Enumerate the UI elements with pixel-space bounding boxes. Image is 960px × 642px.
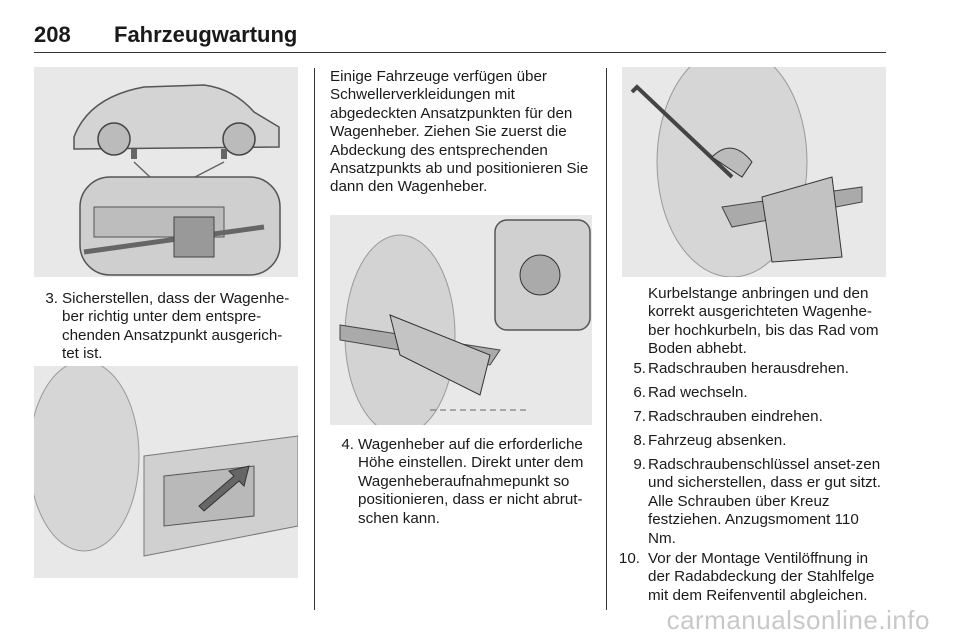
step-number: 9. — [633, 456, 646, 473]
intro-text: Einige Fahrzeuge verfügen über Schwellerverkleidungen mit abgedeckten Ansatzpunkten für den Wagenheber. Ziehen Sie zuerst die Abdeckung des entsprechenden Ansatzpunkts ab und positionieren Sie dann den Wagenheber. — [330, 68, 589, 196]
step-text: Wagenheber auf die erforderliche Höhe einstellen. Direkt unter dem Wagenheberaufnahmepunkt so positionieren, dass er nicht abrut-schen kann. — [358, 436, 584, 527]
list-item — [622, 360, 886, 380]
page-title: Fahrzeugwartung — [114, 22, 298, 47]
column-divider — [606, 68, 607, 610]
step-text: Fahrzeug absenken. — [648, 432, 787, 449]
step-text: Radschraubenschlüssel anset-zen und sicherstellen, dass er gut sitzt. Alle Schrauben über Kreuz festziehen. Anzugsmoment 110 Nm. — [648, 456, 881, 547]
list-item — [34, 290, 298, 370]
list-item — [330, 436, 592, 536]
step-number: 10. — [618, 550, 640, 567]
step-text: Vor der Montage Ventilöffnung in der Radabdeckung der Stahlfelge mit dem Reifenventil abgleichen. — [648, 550, 875, 604]
column-divider — [314, 68, 315, 610]
step-text: Rad wechseln. — [648, 384, 748, 401]
list-item — [614, 550, 886, 608]
page-header — [34, 22, 886, 52]
watermark: carmanualsonline.info — [666, 605, 930, 635]
step-number: 8. — [633, 432, 646, 449]
step-number: 5. — [633, 360, 646, 377]
car-jack-points-figure — [34, 67, 298, 277]
step-text: Sicherstellen, dass der Wagenhe-ber richtig unter dem entspre-chenden Ansatzpunkt ausgerich-tet ist. — [62, 290, 290, 363]
page-number: 208 — [34, 22, 71, 47]
list-item — [622, 384, 886, 404]
sill-cover-figure — [34, 366, 298, 578]
step-number: 4. — [341, 436, 354, 453]
list-item — [622, 456, 886, 547]
jack-positioning-figure — [330, 215, 592, 425]
step-number: 6. — [633, 384, 646, 401]
step-number: 7. — [633, 408, 646, 425]
step-text: Radschrauben eindrehen. — [648, 408, 823, 425]
crank-handle-figure — [622, 67, 886, 277]
list-item — [622, 432, 886, 452]
step-text: Radschrauben herausdrehen. — [648, 360, 849, 377]
header-rule — [34, 52, 886, 53]
step-number: 3. — [45, 290, 58, 307]
list-item — [622, 408, 886, 428]
crank-text: Kurbelstange anbringen und den korrekt ausgerichteten Wagenhe-ber hochkurbeln, bis das Rad vom Boden abhebt. — [648, 285, 879, 358]
